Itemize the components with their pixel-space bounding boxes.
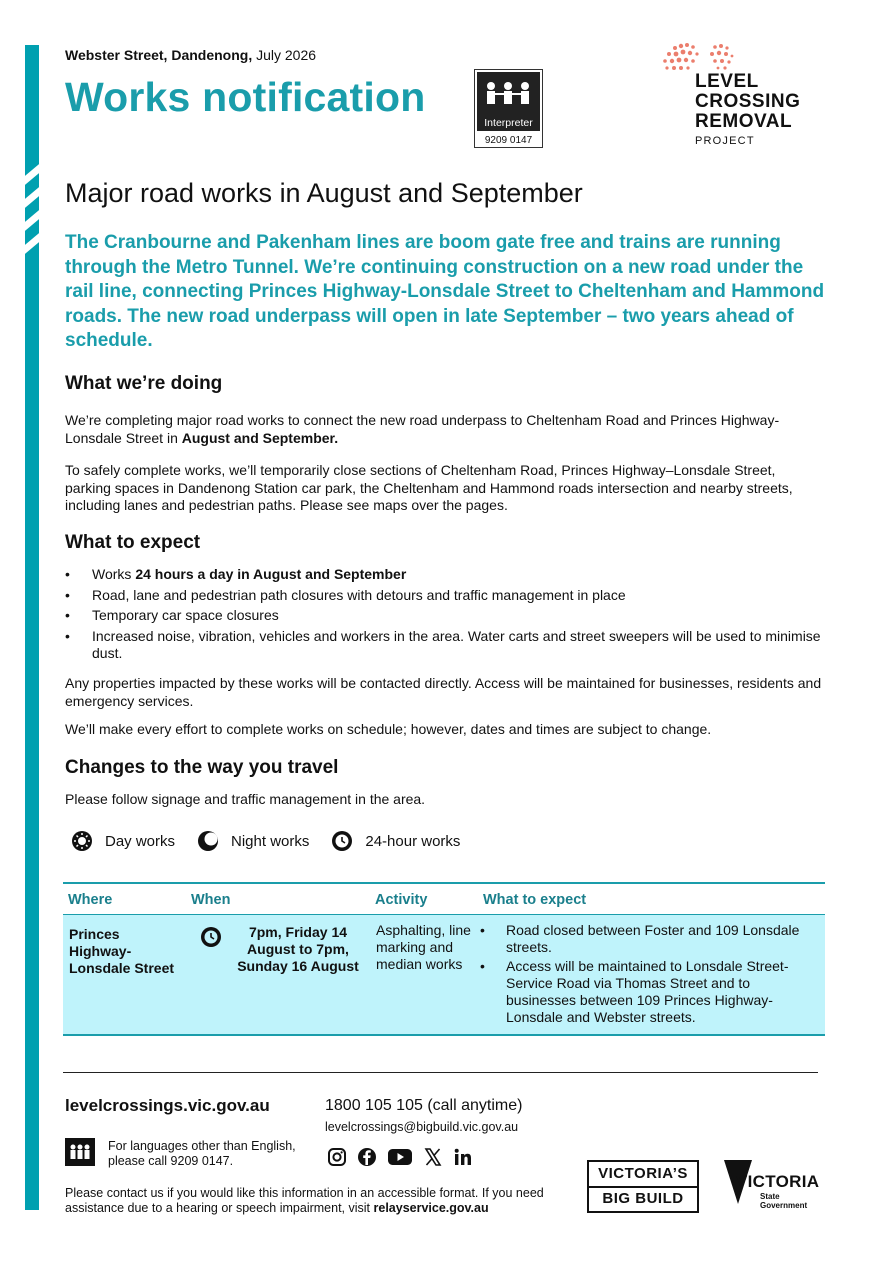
social-links [327,1147,483,1167]
doing-paragraph-1: We’re completing major road works to connect the new road underpass to Cheltenham Road and Princes Highway-Lonsdale Street in August and September. [65,412,780,446]
relay-service-link[interactable]: relayservice.gov.au [373,1201,489,1215]
col-header-when: When [186,883,370,915]
interpreter-logo: Interpreter 9209 0147 [474,69,543,148]
list-item: • Road, lane and pedestrian path closures with detours and traffic management in place [65,586,626,603]
cell-when: 7pm, Friday 14 August to 7pm, Sunday 16 August [186,915,370,1036]
works-table [63,882,825,1036]
legend-day: Day works [71,830,175,852]
legend-night: Night works [197,830,309,852]
languages-note: For languages other than English, please call 9209 0147. [108,1139,296,1168]
list-item: • Temporary car space closures [65,607,279,623]
section-heading-doing: What we’re doing [65,373,223,394]
sun-icon [71,830,93,852]
cell-expect: • Road closed between Foster and 109 Lonsdale streets. • Access will be maintained to Lonsdale Street-Service Road via Thomas Street and to businesses between 109 Princes Highway-Lonsdale and Webster streets. [478,915,825,1036]
doing-paragraph-2: To safely complete works, we’ll temporarily close sections of Cheltenham Road, Princes Highway–Lonsdale Street, parking spaces in Dandenong Station car park, the Cheltenham and Hammond roads intersection and nearby streets, including lanes and pedestrian paths. Please see maps over the pages. [65,462,793,513]
col-header-where: Where [63,883,186,915]
section-heading-travel: Changes to the way you travel [65,757,339,778]
col-header-activity: Activity [370,883,478,915]
clock-icon [200,926,222,948]
lead-paragraph: The Cranbourne and Pakenham lines are boom gate free and trains are running through the Metro Tunnel. We’re continuing construction on a new road under the rail line, connecting Princes Highway-Lonsdale Street to Cheltenham and Hammond roads. The new road underpass will open in late September – two years ahead of schedule. [65,232,825,351]
travel-paragraph: Please follow signage and traffic management in the area. [65,791,426,807]
footer-divider [63,1072,818,1073]
victorias-big-build-logo: VICTORIA’S BIG BUILD [587,1160,699,1213]
linkedin-icon[interactable] [453,1147,473,1167]
cell-where: Princes Highway-Lonsdale Street [63,915,186,1036]
accent-stripe [25,45,39,1210]
interpreter-icon [65,1138,95,1166]
expect-paragraph-1: Any properties impacted by these works will be contacted directly. Access will be maintained for businesses, residents and emergency services. [65,675,822,709]
works-legend [71,830,482,852]
youtube-icon[interactable] [387,1147,413,1167]
clock-icon [331,830,353,852]
expect-list [65,566,825,666]
cell-activity: Asphalting, line marking and median works [370,915,478,1036]
facebook-icon[interactable] [357,1147,377,1167]
email-link[interactable]: levelcrossings@bigbuild.vic.gov.au [325,1120,519,1134]
people-icon [477,72,540,112]
contact-note: Please contact us if you would like this information in an accessible format. If you need assistance due to a hearing or speech impairment, visit relayservice.gov.au [65,1186,544,1215]
legend-24hour: 24-hour works [331,830,460,852]
header-location: Webster Street, Dandenong, July 2026 [65,47,317,63]
table-header-row [63,883,825,915]
expect-paragraph-2: We’ll make every effort to complete works on schedule; however, dates and times are subject to change. [65,721,712,737]
level-crossing-removal-logo: LEVEL CROSSING REMOVAL PROJECT [657,38,817,150]
section-heading-expect: What to expect [65,532,201,553]
phone-number: 1800 105 105 (call anytime) [325,1097,523,1114]
table-row [63,915,825,1036]
website-link[interactable]: levelcrossings.vic.gov.au [65,1096,270,1115]
moon-icon [197,830,219,852]
x-icon[interactable] [423,1147,443,1167]
instagram-icon[interactable] [327,1147,347,1167]
col-header-expect: What to expect [478,883,825,915]
page-title: Works notification [65,74,426,120]
victoria-state-government-logo: VICTORIA State Government [724,1160,824,1210]
list-item: • Increased noise, vibration, vehicles and workers in the area. Water carts and street sweepers will be used to minimise dust. [65,627,821,661]
main-heading: Major road works in August and September [65,178,583,208]
list-item: • Works 24 hours a day in August and September [65,566,407,582]
